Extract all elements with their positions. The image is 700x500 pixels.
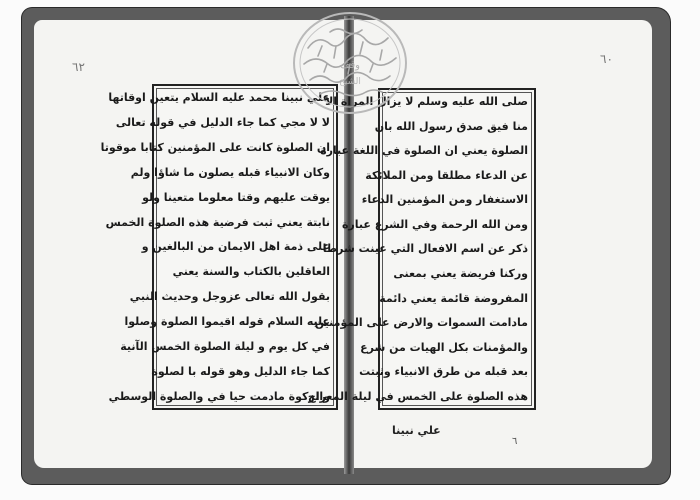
- seal-text-1: وقف: [340, 60, 360, 71]
- ownership-seal-stamp: [290, 8, 410, 118]
- left-line: لا لا مجي كما جاء الدليل في قوله تعالى: [115, 115, 330, 129]
- seal-text-2: الشيخ: [339, 77, 361, 87]
- right-text-frame: [307, 88, 536, 410]
- right-line: بعد قبله من طرق الانبياء وثبتت: [359, 365, 528, 379]
- left-line: في كل يوم و ليلة الصلوة الخمس الآنية: [120, 340, 330, 354]
- right-line: هذه الصلوة على الخمس في ليلة المعراج: [307, 389, 528, 403]
- folio-number-right: ٦٠: [600, 52, 613, 66]
- right-line: مادامت السموات والارض على المؤمنين: [314, 316, 528, 330]
- left-line: يوقت عليهم وقتا معلوما متعينا ولو: [142, 190, 330, 204]
- left-line: على ذمة اهل الايمان من البالغين و: [141, 240, 330, 254]
- right-line: عن الدعاء مطلقا ومن الملائكة: [365, 168, 528, 182]
- left-text-lines: [100, 91, 330, 403]
- left-line: عليه السلام قوله اقيموا الصلوة وصلوا: [124, 315, 330, 329]
- left-text-frame: [100, 84, 338, 410]
- right-text-lines: [307, 95, 528, 403]
- right-line: صلى الله عليه وسلم لا يزال المراة الا: [325, 95, 528, 108]
- left-line: بقول الله تعالى عزوجل وحديث النبي: [129, 290, 330, 304]
- right-line: الاستغفار ومن المؤمنين الدعاء: [361, 193, 528, 207]
- right-line: ذكر عن اسم الافعال التي عينت شرطا: [322, 242, 528, 256]
- folio-number-left: ٦٢: [72, 60, 85, 74]
- right-line: وركنا فريضة يعني بمعنى: [393, 267, 528, 281]
- right-line: منا فيق صدق رسول الله بان: [374, 119, 528, 133]
- right-line: المفروضة قائمة يعني دائمة: [379, 291, 528, 305]
- left-line: كما جاء الدليل وهو قوله با لصلوة: [151, 364, 330, 378]
- right-line: ومن الله الرحمة وفي الشرع عبارة: [341, 217, 528, 231]
- catchword: علي نبينا: [392, 424, 441, 437]
- left-line: والزكوة مادمت حيا في والصلوة الوسطي: [108, 389, 330, 403]
- left-line: العاقلين بالكتاب والسنة يعني: [172, 265, 330, 279]
- left-line: ان الصلوة كانت على المؤمنين كتابا موقوتا: [100, 140, 330, 154]
- right-line: والمؤمنات بكل الهيات من شرع: [360, 340, 528, 354]
- left-line: نابتة يعني ثبت فرضية هذه الصلوة الخمس: [105, 215, 330, 229]
- bottom-mark: ٦: [512, 436, 518, 447]
- left-line: علي نبينا محمد عليه السلام يتعين اوقاتها: [108, 91, 330, 104]
- right-line: الصلوة يعني ان الصلوة في اللغة عبارة: [320, 144, 528, 158]
- left-line: وكان الانبياء قبله يصلون ما شاؤا ولم: [130, 165, 330, 179]
